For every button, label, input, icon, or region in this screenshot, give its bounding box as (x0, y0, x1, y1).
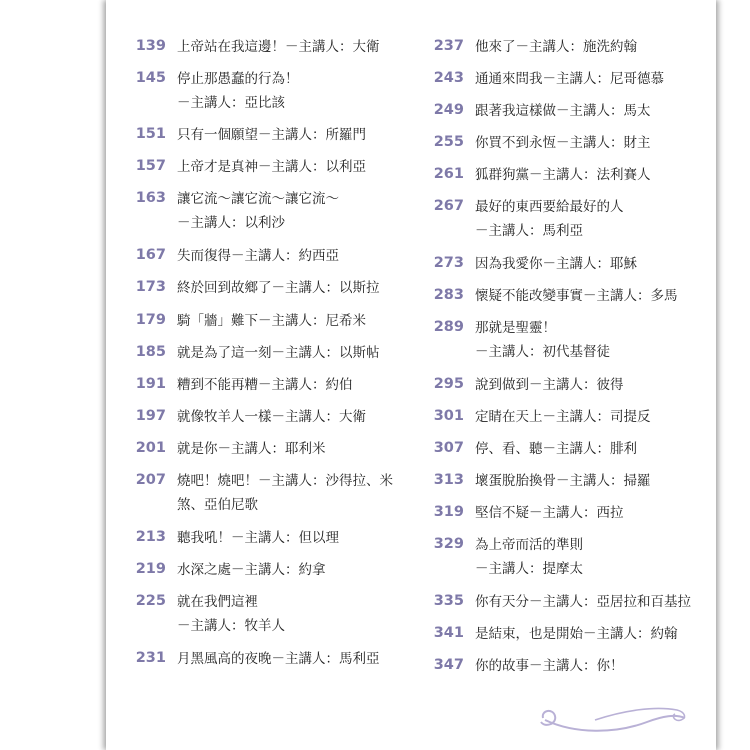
toc-chapter-title (177, 558, 422, 582)
toc-page-number: 301 (433, 408, 464, 424)
toc-page-number: 295 (433, 376, 464, 392)
toc-title-line: 他來了－主講人：施洗約翰 (475, 39, 637, 55)
toc-title-line: 糟到不能再糟－主講人：約伯 (177, 377, 353, 393)
toc-page-number: 139 (135, 38, 166, 54)
toc-chapter-title (475, 373, 720, 397)
toc-page-number: 341 (433, 625, 464, 641)
toc-chapter-title (177, 155, 422, 179)
toc-chapter-title (177, 276, 422, 300)
toc-title-line: 終於回到故鄉了－主講人：以斯拉 (177, 280, 380, 296)
toc-page-number: 163 (135, 190, 166, 206)
toc-chapter-title (177, 373, 422, 397)
toc-title-line: 是結束，也是開始－主講人：約翰 (475, 626, 678, 642)
toc-title-line: 那就是聖靈！ (475, 320, 556, 336)
toc-chapter-title (177, 647, 422, 671)
toc-chapter-title (177, 526, 422, 550)
toc-page-number: 173 (135, 279, 166, 295)
toc-page-number: 335 (433, 593, 464, 609)
toc-page-number: 237 (433, 38, 464, 54)
toc-chapter-title (475, 284, 720, 308)
toc-page-number: 191 (135, 376, 166, 392)
toc-page-number: 145 (135, 70, 166, 86)
toc-page-number: 329 (433, 536, 464, 552)
toc-chapter-title (475, 252, 720, 276)
toc-title-line: 就像牧羊人一樣－主講人：大衛 (177, 409, 366, 425)
toc-chapter-title (475, 501, 720, 525)
toc-title-line: 懷疑不能改變事實－主講人：多馬 (475, 288, 678, 304)
swirl-flourish-icon (535, 700, 695, 740)
toc-page-number: 267 (433, 198, 464, 214)
toc-page-number: 313 (433, 472, 464, 488)
toc-title-line: 只有一個願望－主講人：所羅門 (177, 127, 366, 143)
toc-page-number: 225 (135, 593, 166, 609)
toc-chapter-title (475, 437, 720, 461)
toc-page-number: 167 (135, 247, 166, 263)
toc-title-line: －主講人：亞比該 (177, 95, 285, 111)
toc-chapter-title (177, 123, 422, 147)
toc-chapter-title (177, 244, 422, 268)
toc-chapter-title (177, 187, 422, 235)
toc-chapter-title (475, 195, 720, 243)
toc-chapter-title (177, 67, 422, 115)
toc-title-line: 燒吧！燒吧！－主講人：沙得拉、米 (177, 473, 393, 489)
toc-title-line: 聽我吼！－主講人：但以理 (177, 530, 339, 546)
toc-title-line: －主講人：以利沙 (177, 215, 285, 231)
toc-page-number: 289 (433, 319, 464, 335)
toc-page-number: 151 (135, 126, 166, 142)
toc-page-number: 283 (433, 287, 464, 303)
toc-page-number: 201 (135, 440, 166, 456)
toc-title-line: 就是為了這一刻－主講人：以斯帖 (177, 345, 380, 361)
toc-chapter-title (475, 67, 720, 91)
toc-page-number: 243 (433, 70, 464, 86)
toc-page-number: 207 (135, 472, 166, 488)
toc-chapter-title (177, 35, 422, 59)
toc-chapter-title (475, 316, 720, 364)
toc-title-line: 停、看、聽－主講人：腓利 (475, 441, 637, 457)
toc-chapter-title (475, 131, 720, 155)
toc-title-line: 煞、亞伯尼歌 (177, 497, 258, 513)
toc-title-line: 就是你－主講人：耶利米 (177, 441, 326, 457)
toc-title-line: 讓它流～讓它流～讓它流～ (177, 191, 339, 207)
toc-page-number: 261 (433, 166, 464, 182)
toc-title-line: 你有天分－主講人：亞居拉和百基拉 (475, 594, 691, 610)
toc-chapter-title (475, 163, 720, 187)
toc-chapter-title (475, 35, 720, 59)
toc-chapter-title (177, 437, 422, 461)
toc-page-number: 219 (135, 561, 166, 577)
toc-page-number: 319 (433, 504, 464, 520)
toc-chapter-title (177, 341, 422, 365)
toc-chapter-title (475, 469, 720, 493)
toc-page-number: 185 (135, 344, 166, 360)
toc-title-line: 跟著我這樣做－主講人：馬太 (475, 103, 651, 119)
toc-title-line: 月黑風高的夜晚－主講人：馬利亞 (177, 651, 380, 667)
toc-title-line: －主講人：牧羊人 (177, 618, 285, 634)
toc-chapter-title (475, 405, 720, 429)
toc-title-line: 堅信不疑－主講人：西拉 (475, 505, 624, 521)
toc-page-number: 255 (433, 134, 464, 150)
toc-chapter-title (475, 590, 720, 614)
toc-title-line: 因為我愛你－主講人：耶穌 (475, 256, 637, 272)
toc-title-line: －主講人：馬利亞 (475, 223, 583, 239)
toc-title-line: －主講人：初代基督徒 (475, 344, 610, 360)
toc-title-line: 定睛在天上－主講人：司提反 (475, 409, 651, 425)
toc-title-line: 上帝才是真神－主講人：以利亞 (177, 159, 366, 175)
toc-title-line: 上帝站在我這邊！－主講人：大衛 (177, 39, 380, 55)
toc-page-number: 179 (135, 312, 166, 328)
toc-page-number: 307 (433, 440, 464, 456)
toc-page-number: 249 (433, 102, 464, 118)
toc-chapter-title (177, 405, 422, 429)
toc-page-number: 197 (135, 408, 166, 424)
toc-page-number: 213 (135, 529, 166, 545)
toc-title-line: 水深之處－主講人：約拿 (177, 562, 326, 578)
toc-chapter-title (177, 469, 422, 517)
toc-page-number: 231 (135, 650, 166, 666)
toc-chapter-title (177, 309, 422, 333)
toc-title-line: 通通來問我－主講人：尼哥德慕 (475, 71, 664, 87)
toc-title-line: 狐群狗黨－主講人：法利賽人 (475, 167, 651, 183)
toc-page-number: 347 (433, 657, 464, 673)
toc-title-line: 失而復得－主講人：約西亞 (177, 248, 339, 264)
toc-title-line: 停止那愚蠢的行為！ (177, 71, 299, 87)
toc-title-line: 騎「牆」難下－主講人：尼希米 (177, 313, 366, 329)
toc-title-line: －主講人：提摩太 (475, 561, 583, 577)
toc-title-line: 最好的東西要給最好的人 (475, 199, 624, 215)
toc-chapter-title (475, 654, 720, 678)
toc-title-line: 你的故事－主講人：你！ (475, 658, 624, 674)
toc-title-line: 就在我們這裡 (177, 594, 258, 610)
toc-title-line: 壞蛋脫胎換骨－主講人：掃羅 (475, 473, 651, 489)
toc-chapter-title (475, 99, 720, 123)
toc-title-line: 為上帝而活的準則 (475, 537, 583, 553)
toc-chapter-title (177, 590, 422, 638)
toc-chapter-title (475, 533, 720, 581)
toc-chapter-title (475, 622, 720, 646)
toc-page-number: 157 (135, 158, 166, 174)
toc-page-number: 273 (433, 255, 464, 271)
toc-title-line: 你買不到永恆－主講人：財主 (475, 135, 651, 151)
toc-title-line: 說到做到－主講人：彼得 (475, 377, 624, 393)
